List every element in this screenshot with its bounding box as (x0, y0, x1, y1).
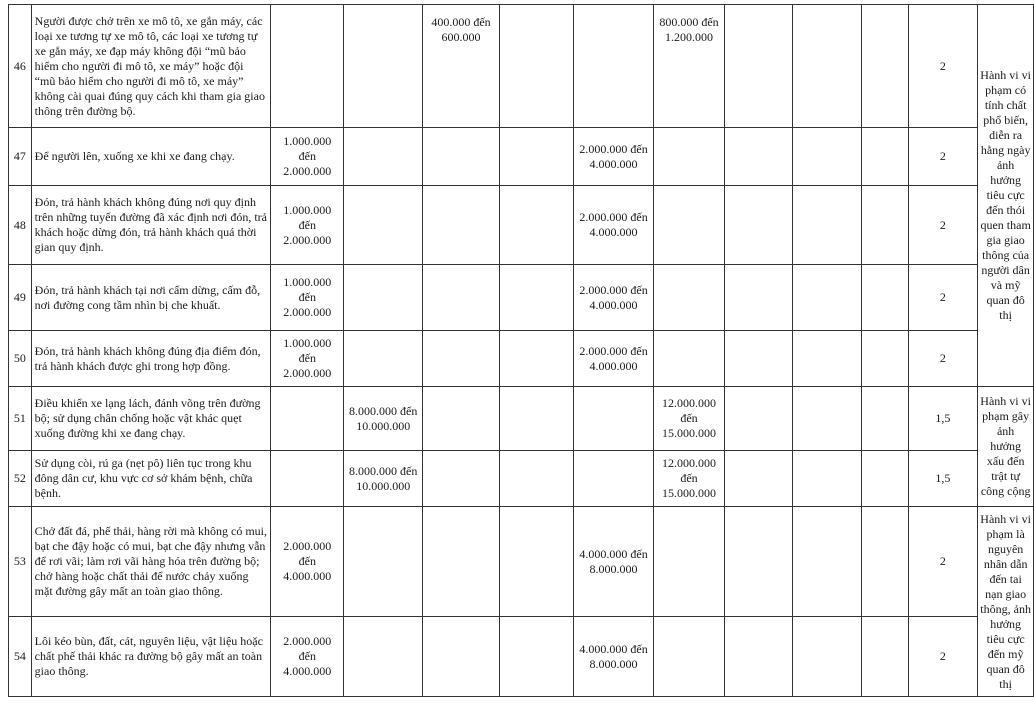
fine-cell (653, 331, 724, 387)
fine-cell (653, 265, 724, 331)
fine-cell: 2.000.000 đến 4.000.000 (271, 507, 344, 617)
fine-cell (862, 507, 908, 617)
fine-cell (653, 617, 724, 697)
fine-cell (422, 451, 499, 507)
penalty-table (8, 4, 1034, 697)
fine-cell (500, 387, 574, 451)
violation-description: Đón, trả hành khách tại nơi cấm dừng, cấm đỗ, nơi đường cong tầm nhìn bị che khuất. (31, 265, 270, 331)
fine-cell (862, 128, 908, 186)
fine-cell (344, 617, 422, 697)
fine-cell (344, 186, 422, 265)
fine-cell: 12.000.000 đến 15.000.000 (653, 387, 724, 451)
fine-cell (792, 617, 861, 697)
group-note: Hành vi vi phạm có tính chất phổ biến, diễn ra hằng ngày ảnh hưởng tiêu cực đến thói quen tham gia giao thông của người dân và mỹ quan đô thị (978, 5, 1034, 387)
fine-cell (862, 617, 908, 697)
table-row (9, 186, 1034, 265)
violation-description: Đón, trả hành khách không đúng nơi quy định trên những tuyến đường đã xác định nơi đón, trả khách hoặc dừng đón, trả hành khách quá thời gian quy định. (31, 186, 270, 265)
fine-cell (500, 186, 574, 265)
fine-cell (422, 265, 499, 331)
violation-description: Lôi kéo bùn, đất, cát, nguyên liệu, vật liệu hoặc chất phế thải khác ra đường bộ gây mất an toàn giao thông. (31, 617, 270, 697)
fine-cell (271, 5, 344, 128)
row-number: 51 (9, 387, 32, 451)
row-number: 49 (9, 265, 32, 331)
points-cell: 1,5 (908, 387, 978, 451)
fine-cell (725, 331, 793, 387)
table-row (9, 507, 1034, 617)
fine-cell: 2.000.000 đến 4.000.000 (574, 265, 654, 331)
fine-cell (725, 128, 793, 186)
fine-cell: 2.000.000 đến 4.000.000 (574, 186, 654, 265)
table-row (9, 5, 1034, 128)
points-cell: 2 (908, 265, 978, 331)
fine-cell (500, 331, 574, 387)
points-cell: 2 (908, 5, 978, 128)
fine-cell (500, 128, 574, 186)
fine-cell (500, 507, 574, 617)
fine-cell (422, 507, 499, 617)
row-number: 52 (9, 451, 32, 507)
fine-cell (792, 128, 861, 186)
fine-cell (725, 451, 793, 507)
fine-cell (574, 387, 654, 451)
points-cell: 2 (908, 507, 978, 617)
fine-cell (422, 387, 499, 451)
fine-cell (725, 617, 793, 697)
group-note: Hành vi vi phạm là nguyên nhân dẫn đến tai nạn giao thông, ảnh hưởng tiêu cực đến mỹ quan đô thị (978, 507, 1034, 697)
fine-cell: 4.000.000 đến 8.000.000 (574, 507, 654, 617)
fine-cell: 1.000.000 đến 2.000.000 (271, 265, 344, 331)
points-cell: 1,5 (908, 451, 978, 507)
fine-cell (500, 265, 574, 331)
fine-cell (574, 5, 654, 128)
fine-cell (792, 331, 861, 387)
points-cell: 2 (908, 128, 978, 186)
fine-cell (344, 265, 422, 331)
fine-cell (344, 128, 422, 186)
table-row (9, 387, 1034, 451)
fine-cell: 8.000.000 đến 10.000.000 (344, 387, 422, 451)
fine-cell (500, 451, 574, 507)
fine-cell (574, 451, 654, 507)
fine-cell (422, 331, 499, 387)
fine-cell: 1.000.000 đến 2.000.000 (271, 128, 344, 186)
fine-cell (725, 387, 793, 451)
fine-cell (862, 5, 908, 128)
fine-cell (792, 265, 861, 331)
fine-cell: 1.000.000 đến 2.000.000 (271, 186, 344, 265)
points-cell: 2 (908, 186, 978, 265)
fine-cell (422, 617, 499, 697)
table-row (9, 265, 1034, 331)
table-row (9, 617, 1034, 697)
fine-cell (862, 451, 908, 507)
table-row (9, 451, 1034, 507)
fine-cell (500, 5, 574, 128)
fine-cell: 2.000.000 đến 4.000.000 (271, 617, 344, 697)
violation-description: Người được chở trên xe mô tô, xe gắn máy, các loại xe tương tự xe mô tô, các loại xe tương tự xe gắn máy, xe đạp máy không đội “mũ bảo hiểm cho người đi mô tô, xe máy” hoặc đội “mũ bảo hiểm cho người đi mô tô, xe máy” không cài quai đúng quy cách khi tham gia giao thông trên đường bộ. (31, 5, 270, 128)
table-row (9, 331, 1034, 387)
points-cell: 2 (908, 331, 978, 387)
fine-cell (725, 186, 793, 265)
fine-cell: 2.000.000 đến 4.000.000 (574, 128, 654, 186)
fine-cell (792, 186, 861, 265)
violation-description: Điều khiển xe lạng lách, đánh võng trên đường bộ; sử dụng chân chống hoặc vật khác quẹt xuống đường khi xe đang chạy. (31, 387, 270, 451)
group-note: Hành vi vi phạm gây ảnh hưởng xấu đến trật tự công cộng (978, 387, 1034, 507)
fine-cell: 12.000.000 đến 15.000.000 (653, 451, 724, 507)
row-number: 54 (9, 617, 32, 697)
row-number: 46 (9, 5, 32, 128)
fine-cell: 800.000 đến 1.200.000 (653, 5, 724, 128)
fine-cell (344, 507, 422, 617)
fine-cell: 2.000.000 đến 4.000.000 (574, 331, 654, 387)
row-number: 50 (9, 331, 32, 387)
violation-description: Sử dụng còi, rú ga (nẹt pô) liên tục trong khu đông dân cư, khu vực cơ sở khám bệnh, chữa bệnh. (31, 451, 270, 507)
fine-cell (862, 186, 908, 265)
violation-description: Chở đất đá, phế thải, hàng rời mà không có mui, bạt che đậy hoặc có mui, bạt che đậy nhưng vẫn để rơi vãi; làm rơi vãi hàng hóa trên đường bộ; chở hàng hoặc chất thải để nước chảy xuống mặt đường gây mất an toàn giao thông. (31, 507, 270, 617)
fine-cell (725, 5, 793, 128)
fine-cell (792, 5, 861, 128)
fine-cell (792, 507, 861, 617)
row-number: 47 (9, 128, 32, 186)
fine-cell (792, 451, 861, 507)
row-number: 48 (9, 186, 32, 265)
points-cell: 2 (908, 617, 978, 697)
fine-cell (653, 128, 724, 186)
violation-description: Để người lên, xuống xe khi xe đang chạy. (31, 128, 270, 186)
fine-cell: 1.000.000 đến 2.000.000 (271, 331, 344, 387)
fine-cell (271, 451, 344, 507)
fine-cell (271, 387, 344, 451)
fine-cell (653, 186, 724, 265)
fine-cell (725, 507, 793, 617)
fine-cell (862, 265, 908, 331)
fine-cell (500, 617, 574, 697)
fine-cell: 4.000.000 đến 8.000.000 (574, 617, 654, 697)
fine-cell (792, 387, 861, 451)
fine-cell (422, 128, 499, 186)
fine-cell (344, 331, 422, 387)
fine-cell (422, 186, 499, 265)
fine-cell (653, 507, 724, 617)
fine-cell (725, 265, 793, 331)
fine-cell (344, 5, 422, 128)
fine-cell: 400.000 đến 600.000 (422, 5, 499, 128)
fine-cell (862, 387, 908, 451)
fine-cell (862, 331, 908, 387)
fine-cell: 8.000.000 đến 10.000.000 (344, 451, 422, 507)
table-row (9, 128, 1034, 186)
violation-description: Đón, trả hành khách không đúng địa điểm đón, trả hành khách được ghi trong hợp đồng. (31, 331, 270, 387)
row-number: 53 (9, 507, 32, 617)
